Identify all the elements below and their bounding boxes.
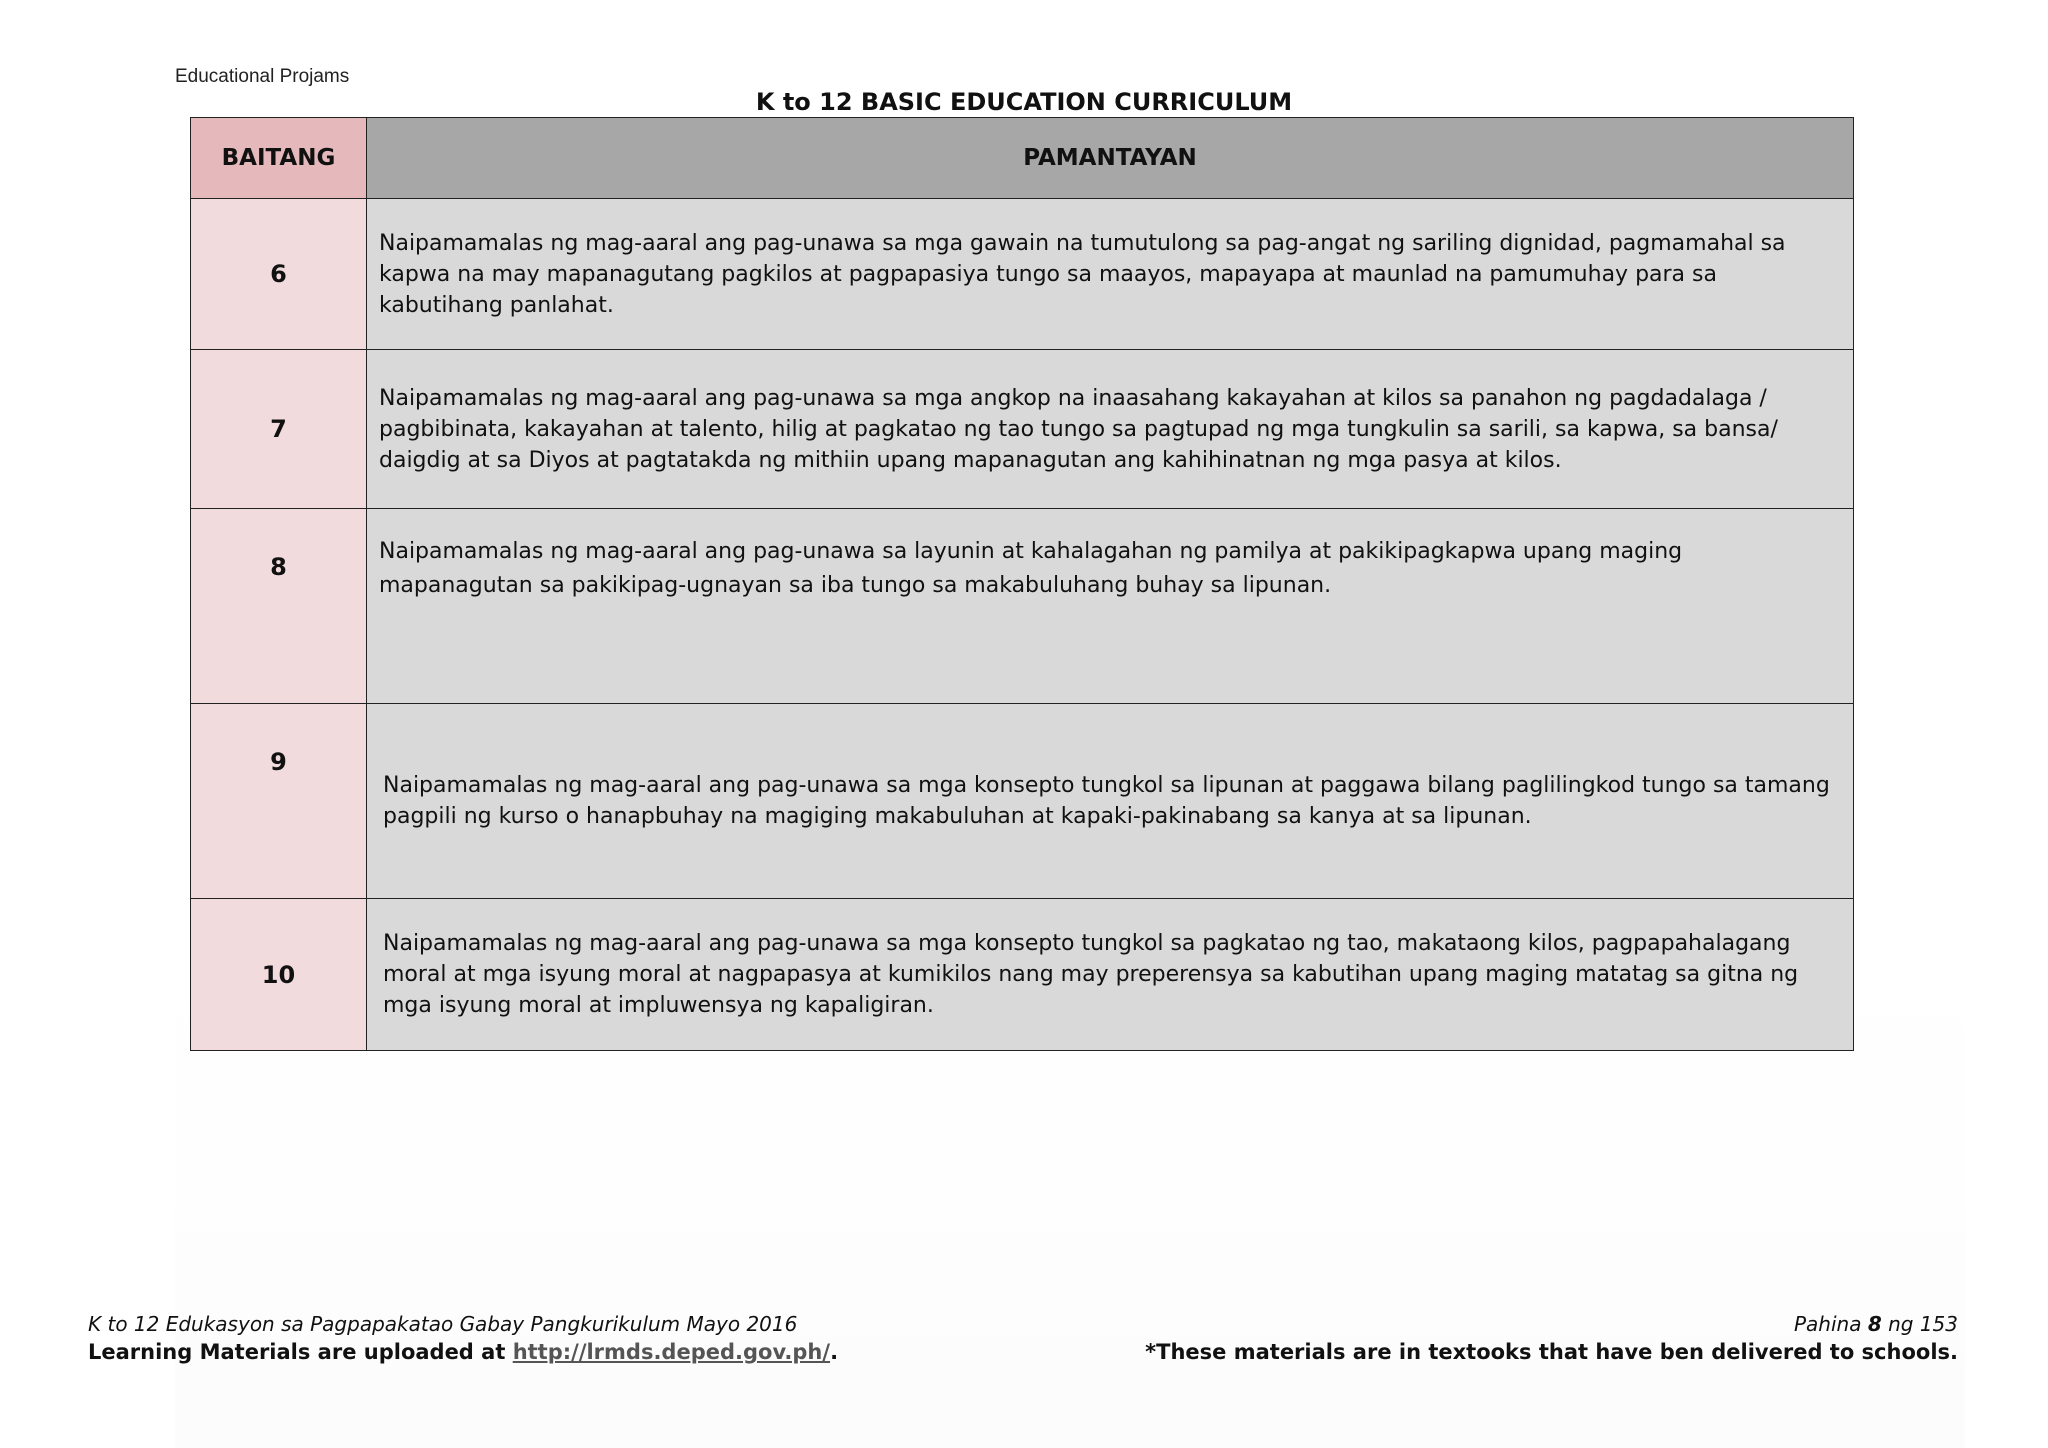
grade-cell: 8	[191, 509, 367, 704]
grade-cell: 6	[191, 199, 367, 350]
page-prefix: Pahina	[1793, 1312, 1868, 1336]
standard-cell: Naipamamalas ng mag-aaral ang pag-unawa sa layunin at kahalagahan ng pamilya at pakikipagkapwa upang maging mapanagutan sa pakikipag-ugnayan sa iba tungo sa makabuluhang buhay sa lipunan.	[367, 509, 1854, 704]
footer-document-name: K to 12 Edukasyon sa Pagpapakatao Gabay Pangkurikulum Mayo 2016	[88, 1312, 798, 1336]
grade-cell: 7	[191, 350, 367, 509]
footer-upload-prefix: Learning Materials are uploaded at	[88, 1340, 513, 1364]
grade-cell: 9	[191, 704, 367, 899]
lrmds-link[interactable]: http://lrmds.deped.gov.ph/	[512, 1340, 831, 1364]
corner-note: Educational Projams	[175, 66, 350, 87]
table-header-row	[191, 118, 1854, 199]
standard-cell: Naipamamalas ng mag-aaral ang pag-unawa sa mga konsepto tungkol sa pagkatao ng tao, makataong kilos, pagpapahalagang moral at mga isyung moral at nagpapasya at kumikilos nang may preperensya sa kabutihan upang maging matatag sa gitna ng mga isyung moral at impluwensya ng kapaligiran.	[367, 899, 1854, 1051]
document-title: K to 12 BASIC EDUCATION CURRICULUM	[755, 88, 1293, 116]
footer-left	[88, 1310, 838, 1366]
standard-cell: Naipamamalas ng mag-aaral ang pag-unawa sa mga gawain na tumutulong sa pag-angat ng sariling dignidad, pagmamahal sa kapwa na may mapanagutang pagkilos at pagpapasiya tungo sa maayos, mapayapa at maunlad na pamumuhay para sa kabutihang panlahat.	[367, 199, 1854, 350]
table-row	[191, 350, 1854, 509]
table-row	[191, 199, 1854, 350]
standard-cell: Naipamamalas ng mag-aaral ang pag-unawa sa mga angkop na inaasahang kakayahan at kilos sa panahon ng pagdadalaga / pagbibinata, kakayahan at talento, hilig at pagkatao ng tao tungo sa pagtupad ng mga tungkulin sa sarili, sa kapwa, sa bansa/ daigdig at sa Diyos at pagtatakda ng mithiin upang mapanagutan ang kahihinatnan ng mga pasya at kilos.	[367, 350, 1854, 509]
column-header-pamantayan: PAMANTAYAN	[367, 118, 1854, 199]
column-header-baitang: BAITANG	[191, 118, 367, 199]
page-indicator	[1145, 1310, 1958, 1338]
table-row	[191, 509, 1854, 704]
footer-upload-suffix: .	[830, 1340, 839, 1364]
grade-cell: 10	[191, 899, 367, 1051]
standard-cell: Naipamamalas ng mag-aaral ang pag-unawa sa mga konsepto tungkol sa lipunan at paggawa bilang paglilingkod tungo sa tamang pagpili ng kurso o hanapbuhay na magiging makabuluhan at kapaki-pakinabang sa kanya at sa lipunan.	[367, 704, 1854, 899]
footer-materials-note: *These materials are in textooks that have ben delivered to schools.	[1145, 1340, 1958, 1364]
footer-upload-note	[88, 1338, 838, 1366]
footer-right	[1145, 1310, 1958, 1366]
table-row	[191, 704, 1854, 899]
table-row	[191, 899, 1854, 1051]
curriculum-table	[190, 117, 1854, 1051]
page-number: 8	[1867, 1312, 1882, 1336]
page-suffix: ng 153	[1881, 1312, 1958, 1336]
